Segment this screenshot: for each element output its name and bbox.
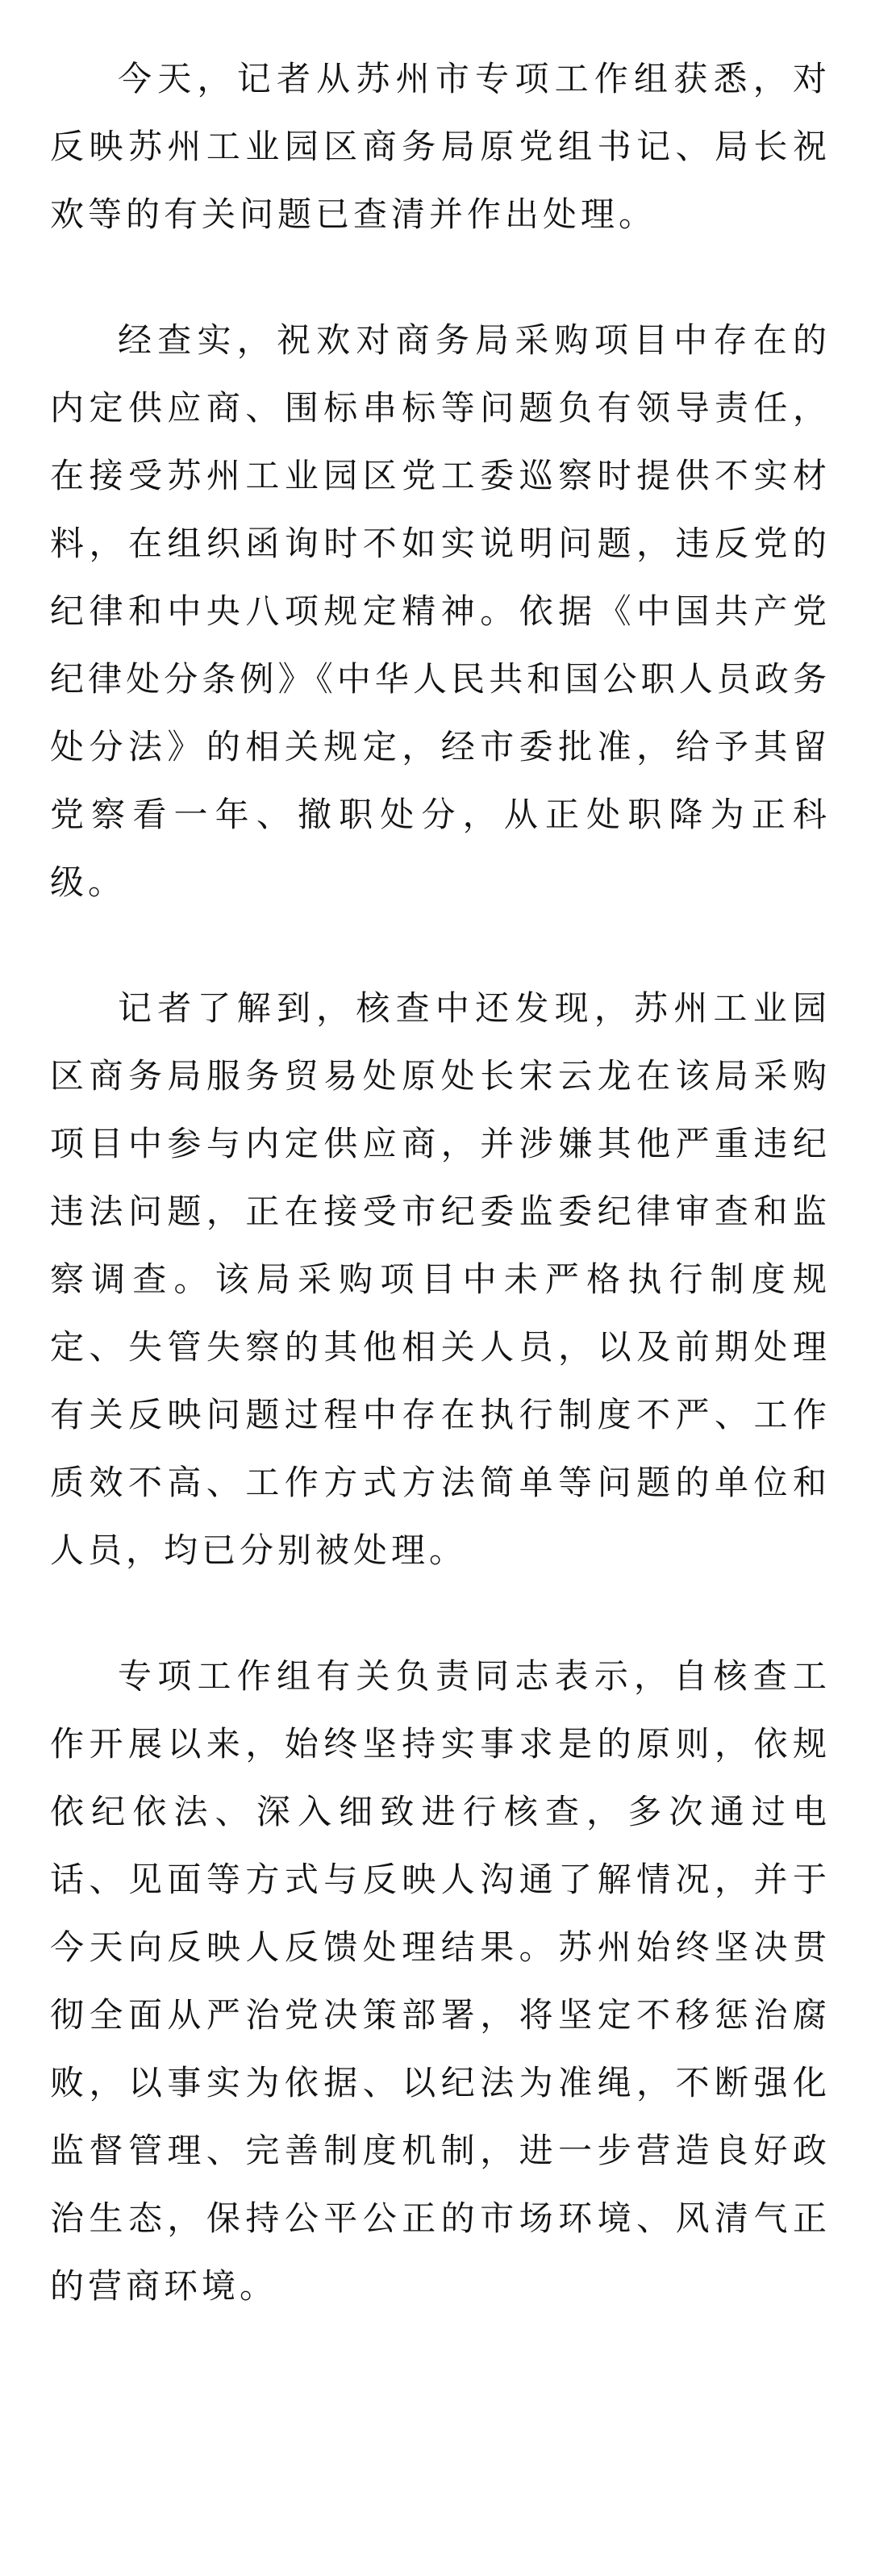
article-paragraph-1: 今天，记者从苏州市专项工作组获悉，对反映苏州工业园区商务局原党组书记、局长祝欢等的有关问题已查清并作出处理。 xyxy=(50,59,831,234)
article-paragraph-2: 经查实，祝欢对商务局采购项目中存在的内定供应商、围标串标等问题负有领导责任，在接受苏州工业园区党工委巡察时提供不实材料，在组织函询时不如实说明问题，违反党的纪律和中央八项规定精神。依据《中国共产党纪律处分条例》《中华人民共和国公职人员政务处分法》的相关规定，经市委批准，给予其留党察看一年、撤职处分，从正处职降为正科级。 xyxy=(50,320,831,902)
article-paragraph-4: 专项工作组有关负责同志表示，自核查工作开展以来，始终坚持实事求是的原则，依规依纪依法、深入细致进行核查，多次通过电话、见面等方式与反映人沟通了解情况，并于今天向反映人反馈处理结果。苏州始终坚决贯彻全面从严治党决策部署，将坚定不移惩治腐败，以事实为依据、以纪法为准绳，不断强化监督管理、完善制度机制，进一步营造良好政治生态，保持公平公正的市场环境、风清气正的营商环境。 xyxy=(50,1656,831,2306)
article-paragraph-3: 记者了解到，核查中还发现，苏州工业园区商务局服务贸易处原处长宋云龙在该局采购项目中参与内定供应商，并涉嫌其他严重违纪违法问题，正在接受市纪委监委纪律审查和监察调查。该局采购项目中未严格执行制度规定、失管失察的其他相关人员，以及前期处理有关反映问题过程中存在执行制度不严、工作质效不高、工作方式方法简单等问题的单位和人员，均已分别被处理。 xyxy=(50,988,831,1570)
